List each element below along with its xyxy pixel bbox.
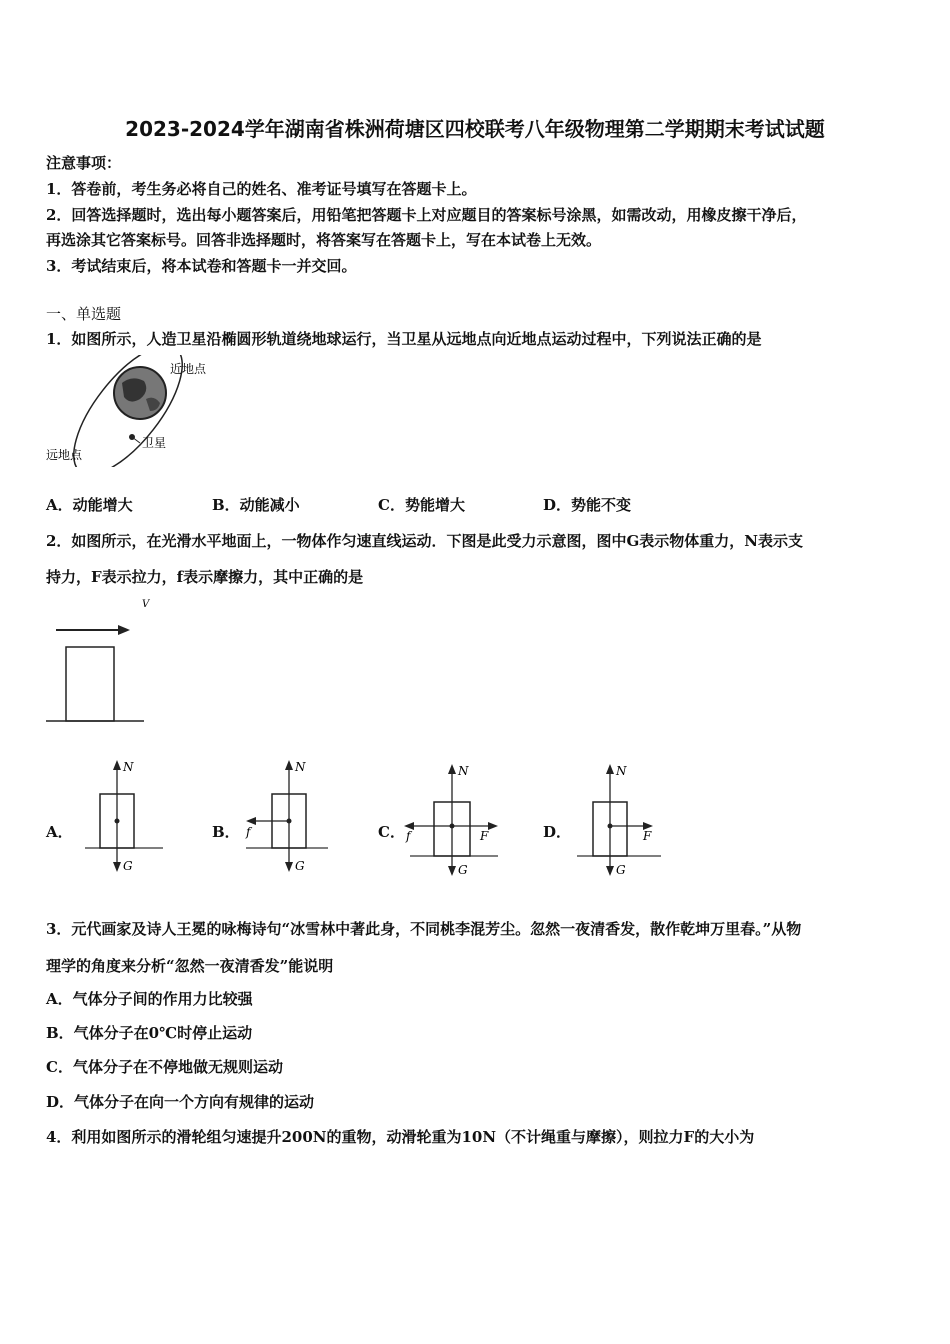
q2-text-line1: 2．如图所示，在光滑水平地面上，一物体作匀速直线运动．下图是此受力示意图，图中G表示物体重力，N表示支	[46, 532, 803, 550]
q2-text-line2: 持力，F表示拉力，f表示摩擦力，其中正确的是	[46, 568, 364, 586]
page-title: 2023-2024学年湖南省株洲荷塘区四校联考八年级物理第二学期期末考试试题	[125, 117, 825, 141]
q3-option-d: D．气体分子在向一个方向有规律的运动	[46, 1093, 315, 1111]
force-g-arrow-icon	[448, 866, 456, 876]
force-g-arrow-icon	[606, 866, 614, 876]
q1-option-b: B．动能减小	[212, 496, 300, 514]
apogee-label: 远地点	[46, 448, 83, 462]
force-g-label: G	[123, 859, 133, 873]
notice-item: 再选涂其它答案标号。回答非选择题时，将答案写在答题卡上，写在本试卷上无效。	[46, 231, 602, 249]
force-n-arrow-icon	[113, 760, 121, 770]
q2-option-a-label: A．	[46, 823, 73, 841]
q3-option-a: A．气体分子间的作用力比较强	[46, 990, 253, 1008]
force-n-label: N	[616, 764, 627, 778]
force-pull-arrow-icon	[488, 822, 498, 830]
q1-option-a: A．动能增大	[46, 496, 133, 514]
q4-text: 4．利用如图所示的滑轮组匀速提升200N的重物，动滑轮重为10N（不计绳重与摩擦），则拉力F的大小为	[46, 1128, 755, 1146]
force-big-f-label: F	[480, 829, 489, 843]
satellite-label: 卫星	[142, 436, 167, 450]
q2-option-c-label: C．	[378, 823, 405, 841]
q2-option-b-diagram	[240, 758, 330, 878]
force-g-label: G	[295, 859, 305, 873]
force-n-arrow-icon	[606, 764, 614, 774]
force-g-arrow-icon	[113, 862, 121, 872]
notice-item: 2．回答选择题时，选出每小题答案后，用铅笔把答题卡上对应题目的答案标号涂黑，如需改动，用橡皮擦干净后，	[46, 206, 807, 224]
notice-heading: 注意事项：	[46, 154, 122, 172]
notice-item: 3．考试结束后，将本试卷和答题卡一并交回。	[46, 257, 357, 275]
force-n-label: N	[123, 760, 134, 774]
q3-text-line1: 3．元代画家及诗人王冕的咏梅诗句“冰雪林中著此身，不同桃李混芳尘。忽然一夜清香发，散作乾坤万里春。”从物	[46, 920, 802, 938]
q2-option-d-label: D．	[543, 823, 572, 841]
q2-option-c-diagram	[400, 762, 500, 882]
force-f-label: f	[406, 829, 411, 843]
force-n-arrow-icon	[285, 760, 293, 770]
perigee-label: 近地点	[170, 362, 207, 376]
velocity-label: V	[142, 599, 150, 610]
q2-option-b-label: B．	[212, 823, 240, 841]
force-g-arrow-icon	[285, 862, 293, 872]
force-n-label: N	[458, 764, 469, 778]
notice-item: 1．答卷前，考生务必将自己的姓名、准考证号填写在答题卡上。	[46, 180, 477, 198]
q1-option-c: C．势能增大	[378, 496, 465, 514]
force-big-f-label: F	[643, 829, 652, 843]
force-n-label: N	[295, 760, 306, 774]
q2-option-d-diagram	[575, 762, 665, 882]
q1-option-d: D．势能不变	[543, 496, 632, 514]
satellite-orbit-figure	[40, 355, 230, 467]
q3-option-b: B．气体分子在0℃时停止运动	[46, 1024, 253, 1042]
force-n-arrow-icon	[448, 764, 456, 774]
force-g-label: G	[458, 863, 468, 877]
moving-block-figure	[44, 595, 164, 725]
force-f-label: f	[246, 825, 251, 839]
velocity-arrow-icon	[118, 625, 130, 635]
force-f-arrow-icon	[246, 817, 256, 825]
force-g-label: G	[616, 863, 626, 877]
q3-option-c: C．气体分子在不停地做无规则运动	[46, 1058, 283, 1076]
q2-option-a-diagram	[85, 758, 165, 878]
q3-text-line2: 理学的角度来分析“忽然一夜清香发”能说明	[46, 957, 334, 975]
section-heading: 一、单选题	[46, 305, 122, 323]
q1-text: 1．如图所示，人造卫星沿椭圆形轨道绕地球运行，当卫星从远地点向近地点运动过程中，下列说法正确的是	[46, 330, 762, 348]
block	[66, 647, 114, 721]
